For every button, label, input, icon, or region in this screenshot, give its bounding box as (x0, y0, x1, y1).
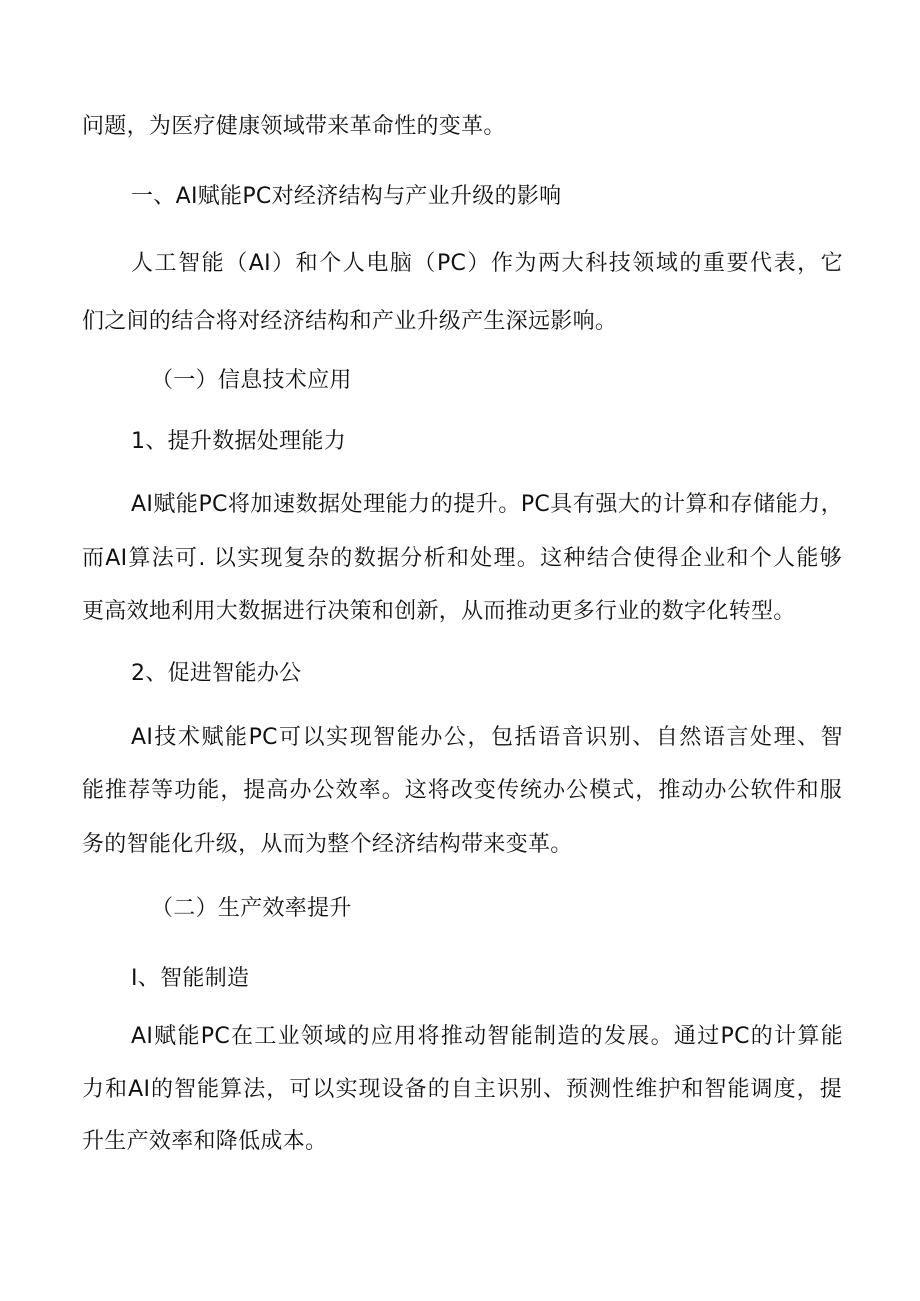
paragraph-line: 而AI算法可. 以实现复杂的数据分析和处理。这种结合使得企业和个人能够 (82, 546, 842, 571)
item-heading: 2、促进智能办公 (131, 661, 302, 686)
subsection-heading: （二）生产效率提升 (151, 896, 352, 921)
section-heading: 一、AI赋能PC对经济结构与产业升级的影响 (131, 184, 562, 209)
paragraph-line: 能推荐等功能，提高办公效率。这将改变传统办公模式，推动办公软件和服 (82, 778, 842, 803)
paragraph-line: AI赋能PC将加速数据处理能力的提升。PC具有强大的计算和存储能力， (131, 492, 843, 517)
paragraph-line: AI赋能PC在工业领域的应用将推动智能制造的发展。通过PC的计算能 (131, 1024, 843, 1049)
paragraph-line: 力和AI的智能算法，可以实现设备的自主识别、预测性维护和智能调度，提 (82, 1077, 842, 1102)
paragraph-line: 务的智能化升级，从而为整个经济结构带来变革。 (82, 832, 573, 857)
item-heading: I、智能制造 (131, 966, 250, 991)
paragraph-line: 人工智能（AI）和个人电脑（PC）作为两大科技领域的重要代表，它 (131, 251, 843, 276)
item-heading: 1、提升数据处理能力 (131, 429, 346, 454)
paragraph-line: 们之间的结合将对经济结构和产业升级产生深远影响。 (82, 309, 618, 334)
subsection-heading: （一）信息技术应用 (151, 368, 352, 393)
paragraph-line: 升生产效率和降低成本。 (82, 1129, 328, 1154)
paragraph-line: 更高效地利用大数据进行决策和创新，从而推动更多行业的数字化转型。 (82, 599, 796, 624)
paragraph-line: AI技术赋能PC可以实现智能办公，包括语音识别、自然语言处理、智 (131, 725, 843, 750)
paragraph-continuation-line: 问题，为医疗健康领域带来革命性的变革。 (82, 114, 506, 139)
